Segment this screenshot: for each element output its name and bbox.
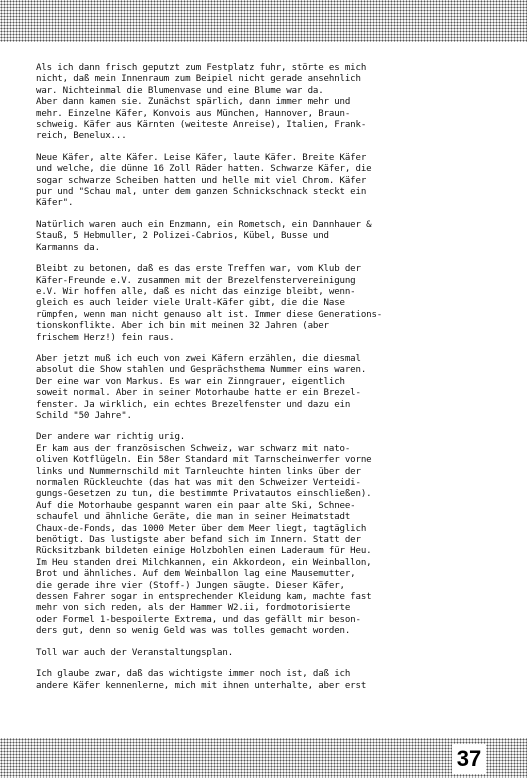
text-line: und welche, die dünne 16 Zoll Räder hatten. Schwarze Käfer, die — [36, 164, 372, 175]
paragraph-3 — [36, 220, 504, 254]
text-line: Ich glaube zwar, daß das wichtigste immer noch ist, daß ich — [36, 669, 351, 680]
text-line: Schild "50 Jahre". — [36, 410, 132, 421]
text-line: Toll war auch der Veranstaltungsplan. — [36, 647, 234, 658]
page-number: 37 — [452, 744, 486, 774]
text-line: links und Nummernschild mit Tarnleuchte hinten links über der — [36, 466, 361, 477]
text-line: Stauß, 5 Hebmuller, 2 Polizei-Cabrios, Kübel, Busse und — [36, 231, 329, 242]
text-line: nicht, daß mein Innenraum zum Beipiel nicht gerade ansehnlich — [36, 74, 361, 85]
text-line: tionskonflikte. Aber ich bin mit meinen 32 Jahren (aber — [36, 321, 329, 332]
text-line: ders gut, denn so wenig Geld was was tolles gemacht worden. — [36, 626, 351, 637]
article-text — [36, 63, 504, 702]
text-line: Neue Käfer, alte Käfer. Leise Käfer, laute Käfer. Breite Käfer — [36, 152, 367, 163]
text-line: Rücksitzbank bildeten einige Holzbohlen einen Laderaum für Heu. — [36, 546, 372, 557]
text-line: Käfer". — [36, 198, 74, 209]
text-line: gungs-Gesetzen zu tun, die bestimmte Privatautos einschließen). — [36, 489, 372, 500]
text-line: andere Käfer kennenlerne, mich mit ihnen unterhalte, aber erst — [36, 680, 367, 691]
text-line: absolut die Show stahlen und Gesprächsthema Nummer eins waren. — [36, 365, 367, 376]
text-line: oder Formel 1-bespoilerte Extrema, und das gefällt mir beson- — [36, 614, 361, 625]
text-line: Der eine war von Markus. Es war ein Zinngrauer, eigentlich — [36, 376, 345, 387]
text-line: war. Nichteinmal die Blumenvase und eine Blume war da. — [36, 85, 324, 96]
paragraph-4 — [36, 264, 504, 344]
text-line: Bleibt zu betonen, daß es das erste Treffen war, vom Klub der — [36, 264, 361, 275]
text-line: Natürlich waren auch ein Enzmann, ein Rometsch, ein Dannhauer & — [36, 219, 372, 230]
text-line: schaufel und ähnliche Geräte, die man in seiner Heimatstadt — [36, 512, 351, 523]
paragraph-7 — [36, 648, 504, 659]
text-line: rümpfen, wenn man nicht genauso alt ist. Immer diese Generations- — [36, 309, 383, 320]
paragraph-6 — [36, 432, 504, 637]
text-line: pur und "Schau mal, unter dem ganzen Schnickschnack steckt ein — [36, 187, 367, 198]
text-line: Käfer-Freunde e.V. zusammen mit der Brezelfenstervereinigung — [36, 275, 356, 286]
text-line: Als ich dann frisch geputzt zum Festplatz fuhr, störte es mich — [36, 63, 367, 73]
text-line: Karmanns da. — [36, 242, 100, 253]
text-line: benötigt. Das lustigste aber befand sich im Innern. Statt der — [36, 535, 361, 546]
bottom-dot-pattern — [0, 738, 527, 778]
text-line: Der andere war richtig urig. — [36, 432, 186, 443]
text-line: Aber dann kamen sie. Zunächst spärlich, dann immer mehr und — [36, 97, 351, 108]
paragraph-2 — [36, 153, 504, 210]
text-line: mehr. Einzelne Käfer, Konvois aus München, Hannover, Braun- — [36, 108, 351, 119]
text-line: mehr von sich reden, als der Hammer W2.ii, fordmotorisierte — [36, 603, 351, 614]
text-line: Brot und ähnliches. Auf dem Weinballon lag eine Mausemutter, — [36, 569, 356, 580]
text-line: die gerade ihre vier (Stoff-) Jungen säugte. Dieser Käfer, — [36, 580, 345, 591]
text-line: frischem Herz!) fein raus. — [36, 332, 175, 343]
paragraph-8 — [36, 669, 504, 692]
text-line: Er kam aus der französischen Schweiz, war schwarz mit nato- — [36, 443, 351, 454]
text-line: fenster. Ja wirklich, ein echtes Brezelfenster und dazu ein — [36, 399, 351, 410]
text-line: Im Heu standen drei Milchkannen, ein Akkordeon, ein Weinballon, — [36, 557, 372, 568]
paragraph-1 — [36, 63, 504, 143]
text-line: reich, Benelux... — [36, 131, 127, 142]
text-line: Auf die Motorhaube gespannt waren ein paar alte Ski, Schnee- — [36, 500, 356, 511]
paragraph-5 — [36, 354, 504, 422]
text-line: normalen Rückleuchte (das hat was mit den Schweizer Verteidi- — [36, 478, 361, 488]
text-line: oliven Kotflügeln. Ein 58er Standard mit Tarnscheinwerfer vorne — [36, 455, 372, 466]
text-line: schweig. Käfer aus Kärnten (weiteste Anreise), Italien, Frank- — [36, 120, 367, 131]
text-line: e.V. Wir hoffen alle, daß es nicht das einzige bleibt, wenn- — [36, 286, 356, 297]
text-line: gleich es auch leider viele Uralt-Käfer gibt, die die Nase — [36, 298, 345, 309]
text-line: sogar schwarze Scheiben hatten und helle mit viel Chrom. Käfer — [36, 175, 367, 186]
text-line: Aber jetzt muß ich euch von zwei Käfern erzählen, die diesmal — [36, 353, 361, 364]
text-line: Chaux-de-Fonds, das 1000 Meter über dem Meer liegt, tagtäglich — [36, 523, 367, 534]
text-line: dessen Fahrer sogar in entsprechender Kleidung kam, machte fast — [36, 592, 372, 603]
top-dot-pattern — [0, 0, 527, 42]
text-line: soweit normal. Aber in seiner Motorhaube hatte er ein Brezel- — [36, 388, 361, 399]
